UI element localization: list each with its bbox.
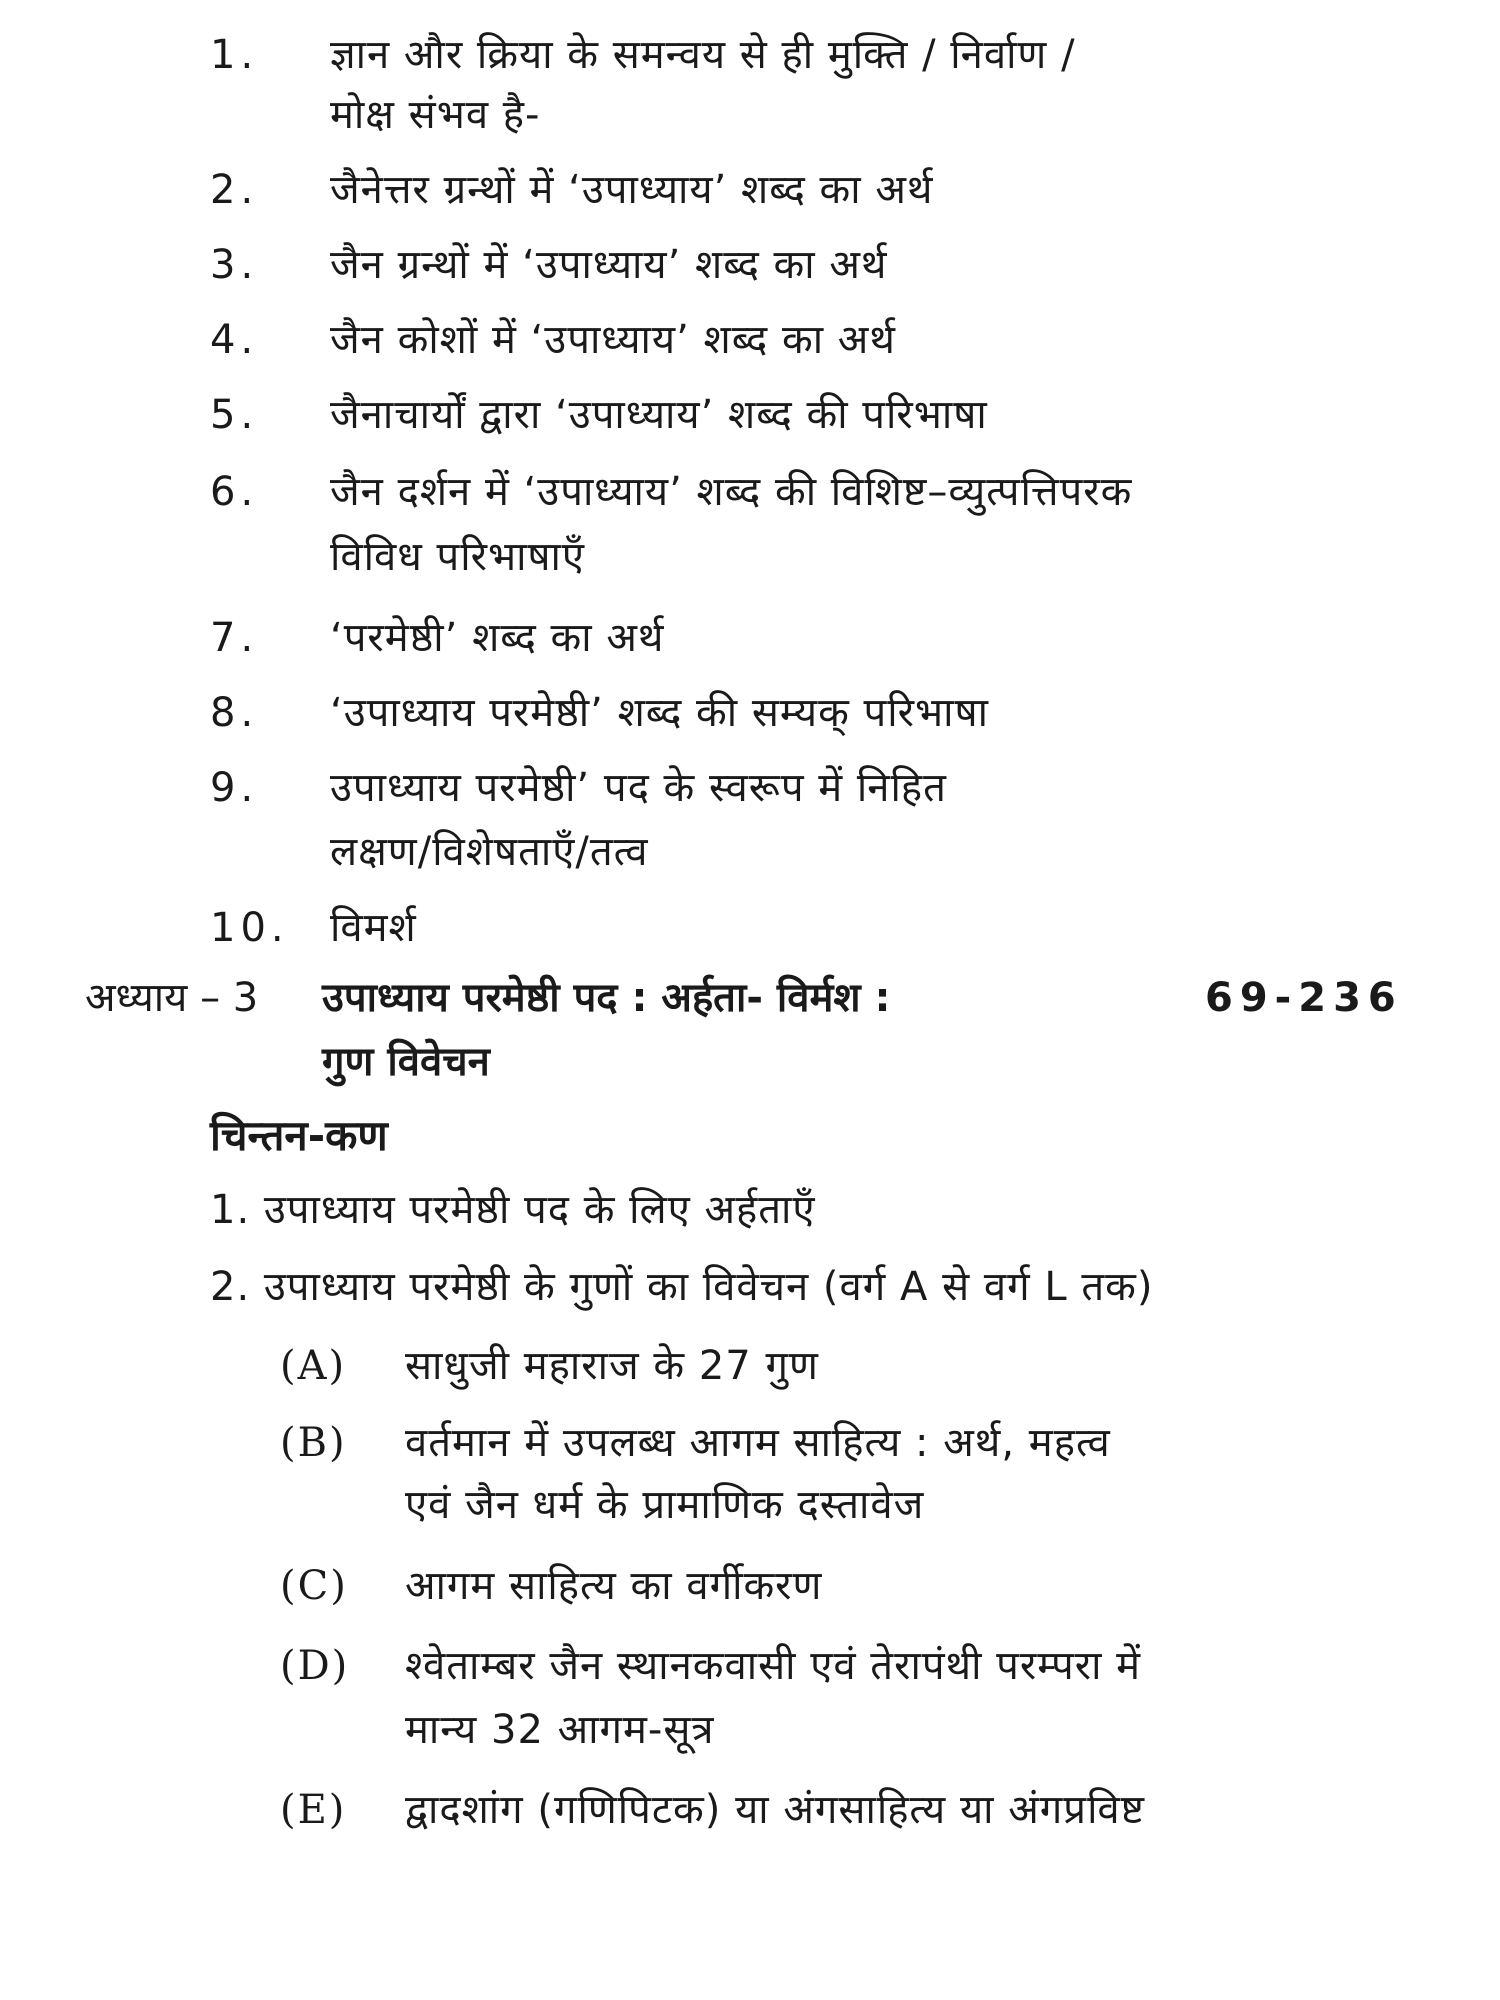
chapter-title: उपाध्याय परमेष्ठी पद : अर्हता- विर्मश :: [322, 975, 891, 1021]
sub-item-letter: (B): [280, 1420, 347, 1466]
chapter-label: अध्याय – 3: [85, 975, 259, 1021]
item-text: जैन दर्शन में ‘उपाध्याय’ शब्द की विशिष्ट–व्युत्पत्तिपरक: [330, 469, 1133, 515]
item-number: 7.: [210, 615, 259, 661]
item-text: मोक्ष संभव है-: [330, 92, 541, 138]
list-item: [0, 385, 1500, 445]
sub-item-text: वर्तमान में उपलब्ध आगम साहित्य : अर्थ, महत्व: [405, 1420, 1111, 1466]
item-text: लक्षण/विशेषताएँ/तत्व: [330, 829, 649, 875]
item-number: 9.: [210, 765, 259, 811]
sub-item: [0, 1556, 1500, 1616]
sub-item-letter: (A): [280, 1343, 347, 1389]
sub-item-text: श्वेताम्बर जैन स्थानकवासी एवं तेरापंथी परम्परा में: [405, 1643, 1142, 1689]
item-number: 3.: [210, 242, 259, 288]
item-text: जैनाचार्यों द्वारा ‘उपाध्याय’ शब्द की परिभाषा: [330, 392, 988, 438]
item-text: जैनेत्तर ग्रन्थों में ‘उपाध्याय’ शब्द का अर्थ: [330, 167, 934, 213]
list-item-continuation: [0, 822, 1500, 882]
sub-item-letter: (D): [280, 1643, 350, 1689]
list-item: [0, 462, 1500, 522]
point-text: 1. उपाध्याय परमेष्ठी पद के लिए अर्हताएँ: [210, 1187, 816, 1233]
sub-item-letter: (C): [280, 1563, 348, 1609]
sub-item-text: आगम साहित्य का वर्गीकरण: [405, 1563, 823, 1609]
item-text: ज्ञान और क्रिया के समन्वय से ही मुक्ति / निर्वाण /: [330, 32, 1076, 78]
sub-item: [0, 1636, 1500, 1696]
sub-item-text: द्वादशांग (गणिपिटक) या अंगसाहित्य या अंगप्रविष्ट: [405, 1787, 1146, 1833]
item-number: 5.: [210, 392, 259, 438]
item-text: जैन ग्रन्थों में ‘उपाध्याय’ शब्द का अर्थ: [330, 242, 888, 288]
item-text: विमर्श: [330, 905, 417, 951]
list-item-continuation: [0, 85, 1500, 145]
point-text: 2. उपाध्याय परमेष्ठी के गुणों का विवेचन (वर्ग A से वर्ग L तक): [210, 1264, 1154, 1310]
section-heading: [0, 1106, 1500, 1166]
item-text: विविध परिभाषाएँ: [330, 534, 586, 580]
item-text: ‘परमेष्ठी’ शब्द का अर्थ: [330, 615, 665, 661]
sub-item: [0, 1413, 1500, 1473]
list-item-continuation: [0, 527, 1500, 587]
chapter-heading-continuation: [0, 1032, 1500, 1092]
item-number: 8.: [210, 690, 259, 736]
item-text: ‘उपाध्याय परमेष्ठी’ शब्द की सम्यक् परिभाषा: [330, 690, 989, 736]
sub-item: [0, 1780, 1500, 1840]
list-item: [0, 235, 1500, 295]
item-text: उपाध्याय परमेष्ठी’ पद के स्वरूप में निहित: [330, 765, 947, 811]
list-item: [0, 25, 1500, 85]
sub-item-letter: (E): [280, 1787, 347, 1833]
chapter-title-line2: गुण विवेचन: [322, 1039, 490, 1085]
list-item: [0, 310, 1500, 370]
point-item: [0, 1180, 1500, 1240]
point-item: [0, 1257, 1500, 1317]
chapter-page-range: 69-236: [1205, 975, 1403, 1021]
sub-item-text: एवं जैन धर्म के प्रामाणिक दस्तावेज: [405, 1482, 925, 1528]
item-number: 6.: [210, 469, 259, 515]
sub-item-continuation: [0, 1475, 1500, 1535]
list-item: [0, 758, 1500, 818]
item-number: 1.: [210, 32, 259, 78]
chintan-heading: चिन्तन-कण: [210, 1111, 388, 1160]
sub-item-text: साधुजी महाराज के 27 गुण: [405, 1343, 819, 1389]
sub-item-continuation: [0, 1700, 1500, 1760]
list-item: [0, 683, 1500, 743]
chapter-heading: [0, 968, 1500, 1028]
sub-item: [0, 1336, 1500, 1396]
sub-item-text: मान्य 32 आगम-सूत्र: [405, 1707, 715, 1753]
item-number: 4.: [210, 317, 259, 363]
item-number: 10.: [210, 905, 289, 951]
list-item: [0, 160, 1500, 220]
item-text: जैन कोशों में ‘उपाध्याय’ शब्द का अर्थ: [330, 317, 896, 363]
list-item: [0, 898, 1500, 958]
list-item: [0, 608, 1500, 668]
item-number: 2.: [210, 167, 259, 213]
